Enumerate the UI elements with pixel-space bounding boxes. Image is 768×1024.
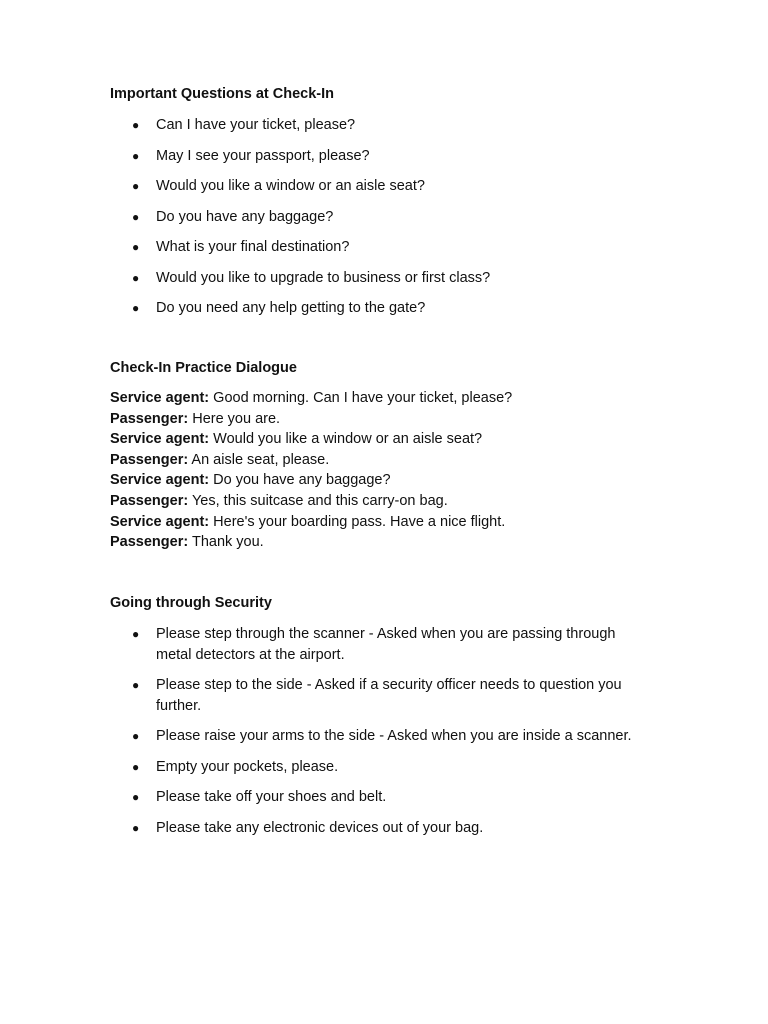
speaker-label: Service agent:	[110, 513, 210, 530]
list-item: ● Would you like a window or an aisle seat?	[110, 176, 650, 197]
list-item: ● Please raise your arms to the side - Asked when you are inside a scanner.	[110, 726, 650, 747]
bullet-icon: ●	[132, 209, 140, 224]
list-item: ● Do you have any baggage?	[110, 207, 650, 228]
dialogue-line	[110, 491, 670, 512]
speaker-label: Service agent:	[110, 431, 210, 448]
dialogue-line	[110, 409, 670, 430]
bullet-icon: ●	[132, 759, 140, 774]
speaker-label: Service agent:	[110, 390, 210, 406]
security-list	[110, 624, 650, 848]
list-item: ● What is your final destination?	[110, 237, 650, 258]
dialogue-line	[110, 470, 670, 491]
speaker-label: Passenger:	[110, 410, 189, 427]
bullet-icon: ●	[132, 179, 140, 193]
list-item: ● Please take off your shoes and belt.	[110, 787, 650, 808]
list-item: ● Do you need any help getting to the gate?	[110, 298, 650, 319]
dialogue-heading: Check-In Practice Dialogue	[110, 360, 297, 376]
dialogue-line	[110, 450, 670, 471]
list-item: ● Please step through the scanner - Asked when you are passing through metal detectors at the airport.	[132, 626, 616, 663]
list-item: ● Would you like to upgrade to business or first class?	[110, 268, 650, 289]
dialogue-line	[110, 429, 670, 450]
speaker-label: Passenger:	[110, 534, 189, 551]
bullet-icon: ●	[132, 790, 140, 804]
dialogue-line	[110, 532, 670, 553]
bullet-icon: ●	[132, 627, 140, 641]
bullet-icon: ●	[132, 301, 140, 315]
bullet-icon: ●	[132, 820, 140, 835]
dialogue-text: Yes, this suitcase and this carry-on bag.	[191, 492, 448, 509]
list-item: ● Empty your pockets, please.	[110, 757, 650, 778]
dialogue-line	[110, 512, 670, 533]
dialogue-text: Thank you.	[191, 534, 264, 551]
bullet-icon: ●	[132, 240, 140, 254]
dialogue-text: Good morning. Can I have your ticket, please?	[213, 390, 513, 406]
list-item: ● Can I have your ticket, please?	[110, 115, 650, 136]
bullet-icon: ●	[132, 270, 140, 285]
practice-dialogue	[110, 388, 670, 553]
dialogue-text: Here you are.	[192, 410, 281, 427]
checkin-questions-heading: Important Questions at Check-In	[110, 86, 334, 102]
security-heading: Going through Security	[110, 595, 272, 611]
dialogue-text: An aisle seat, please.	[191, 451, 330, 468]
speaker-label: Passenger:	[110, 451, 189, 468]
bullet-icon: ●	[132, 118, 140, 132]
speaker-label: Passenger:	[110, 492, 189, 509]
list-item: ● Please take any electronic devices out of your bag.	[110, 818, 650, 839]
dialogue-text: Here's your boarding pass. Have a nice flight.	[213, 513, 506, 530]
speaker-label: Service agent:	[110, 472, 210, 489]
checkin-questions-list	[110, 115, 650, 329]
dialogue-text: Would you like a window or an aisle seat?	[213, 431, 483, 448]
bullet-icon: ●	[132, 678, 140, 692]
dialogue-line	[110, 388, 670, 409]
list-item: ● May I see your passport, please?	[110, 146, 650, 167]
bullet-icon: ●	[132, 148, 140, 163]
list-item: ● Please step to the side - Asked if a security officer needs to question you further.	[132, 677, 622, 714]
bullet-icon: ●	[132, 729, 140, 743]
dialogue-text: Do you have any baggage?	[213, 472, 391, 489]
